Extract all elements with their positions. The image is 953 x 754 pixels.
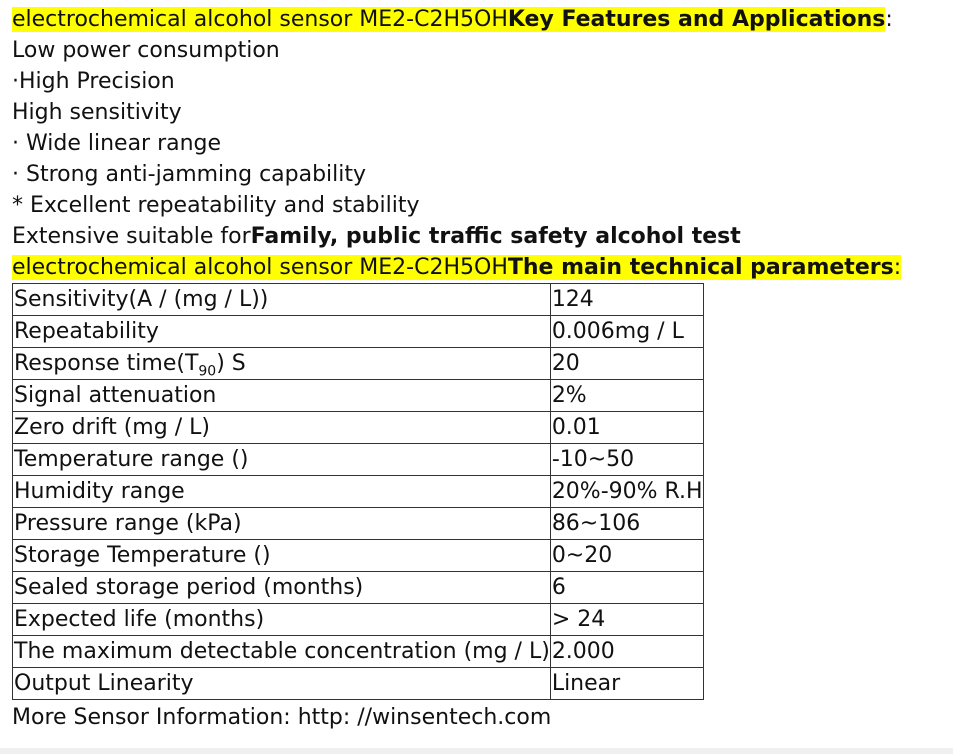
suitable-line [12,221,947,252]
features-heading-suffix: : [885,7,893,32]
more-info-line: More Sensor Information: http: //winsentech.com [12,705,552,730]
param-value: 0~20 [550,540,703,572]
param-label: Expected life (months) [13,604,551,636]
param-label: The maximum detectable concentration (mg / L) [13,636,551,668]
param-value: -10~50 [550,444,703,476]
table-row [13,284,704,316]
param-value: 2.000 [550,636,703,668]
param-label-prefix: Response time(T [14,350,199,376]
table-row [13,412,704,444]
table-row [13,348,704,380]
param-label: Sensitivity(A / (mg / L)) [13,284,551,316]
feature-item: · Wide linear range [12,131,222,156]
feature-item: Low power consumption [12,38,280,63]
features-heading-bold: Key Features and Applications [507,7,886,32]
table-row [13,476,704,508]
param-value: 2% [550,380,703,412]
param-value: 0.006mg / L [550,316,703,348]
table-row [13,540,704,572]
param-value: 20%-90% R.H [550,476,703,508]
param-value: 6 [550,572,703,604]
params-heading-prefix: electrochemical alcohol sensor ME2-C2H5OH [12,255,508,280]
product-description [12,4,947,733]
param-label: Pressure range (kPa) [13,508,551,540]
bottom-divider [0,748,953,754]
table-row [13,508,704,540]
features-heading-prefix: electrochemical alcohol sensor ME2-C2H5OH [12,7,508,32]
param-value: 0.01 [550,412,703,444]
param-label: Humidity range [13,476,551,508]
params-heading [12,252,947,283]
feature-item: ·High Precision [12,69,175,94]
table-row [13,316,704,348]
param-label-subscript: 90 [198,362,217,379]
table-row [13,572,704,604]
param-label: Temperature range () [13,444,551,476]
param-label: Sealed storage period (months) [13,572,551,604]
param-value: > 24 [550,604,703,636]
params-heading-suffix: : [893,255,902,280]
table-row [13,444,704,476]
param-label: Signal attenuation [13,380,551,412]
table-row [13,604,704,636]
feature-item: High sensitivity [12,100,182,125]
param-value: Linear [550,668,703,700]
param-label-suffix: ) S [216,350,246,376]
suitable-prefix: Extensive suitable for [12,224,251,249]
features-heading [12,4,947,35]
feature-item: · Strong anti-jamming capability [12,162,367,187]
table-row [13,636,704,668]
param-label [13,348,551,380]
params-heading-bold: The main technical parameters [507,255,894,280]
suitable-bold: Family, public traffic safety alcohol test [250,224,741,249]
param-label: Storage Temperature () [13,540,551,572]
table-row [13,668,704,700]
feature-item: * Excellent repeatability and stability [12,193,420,218]
param-value: 86~106 [550,508,703,540]
table-row [13,380,704,412]
parameters-table [12,283,704,700]
param-label: Output Linearity [13,668,551,700]
param-label: Zero drift (mg / L) [13,412,551,444]
param-value: 124 [550,284,703,316]
param-label: Repeatability [13,316,551,348]
param-value: 20 [550,348,703,380]
